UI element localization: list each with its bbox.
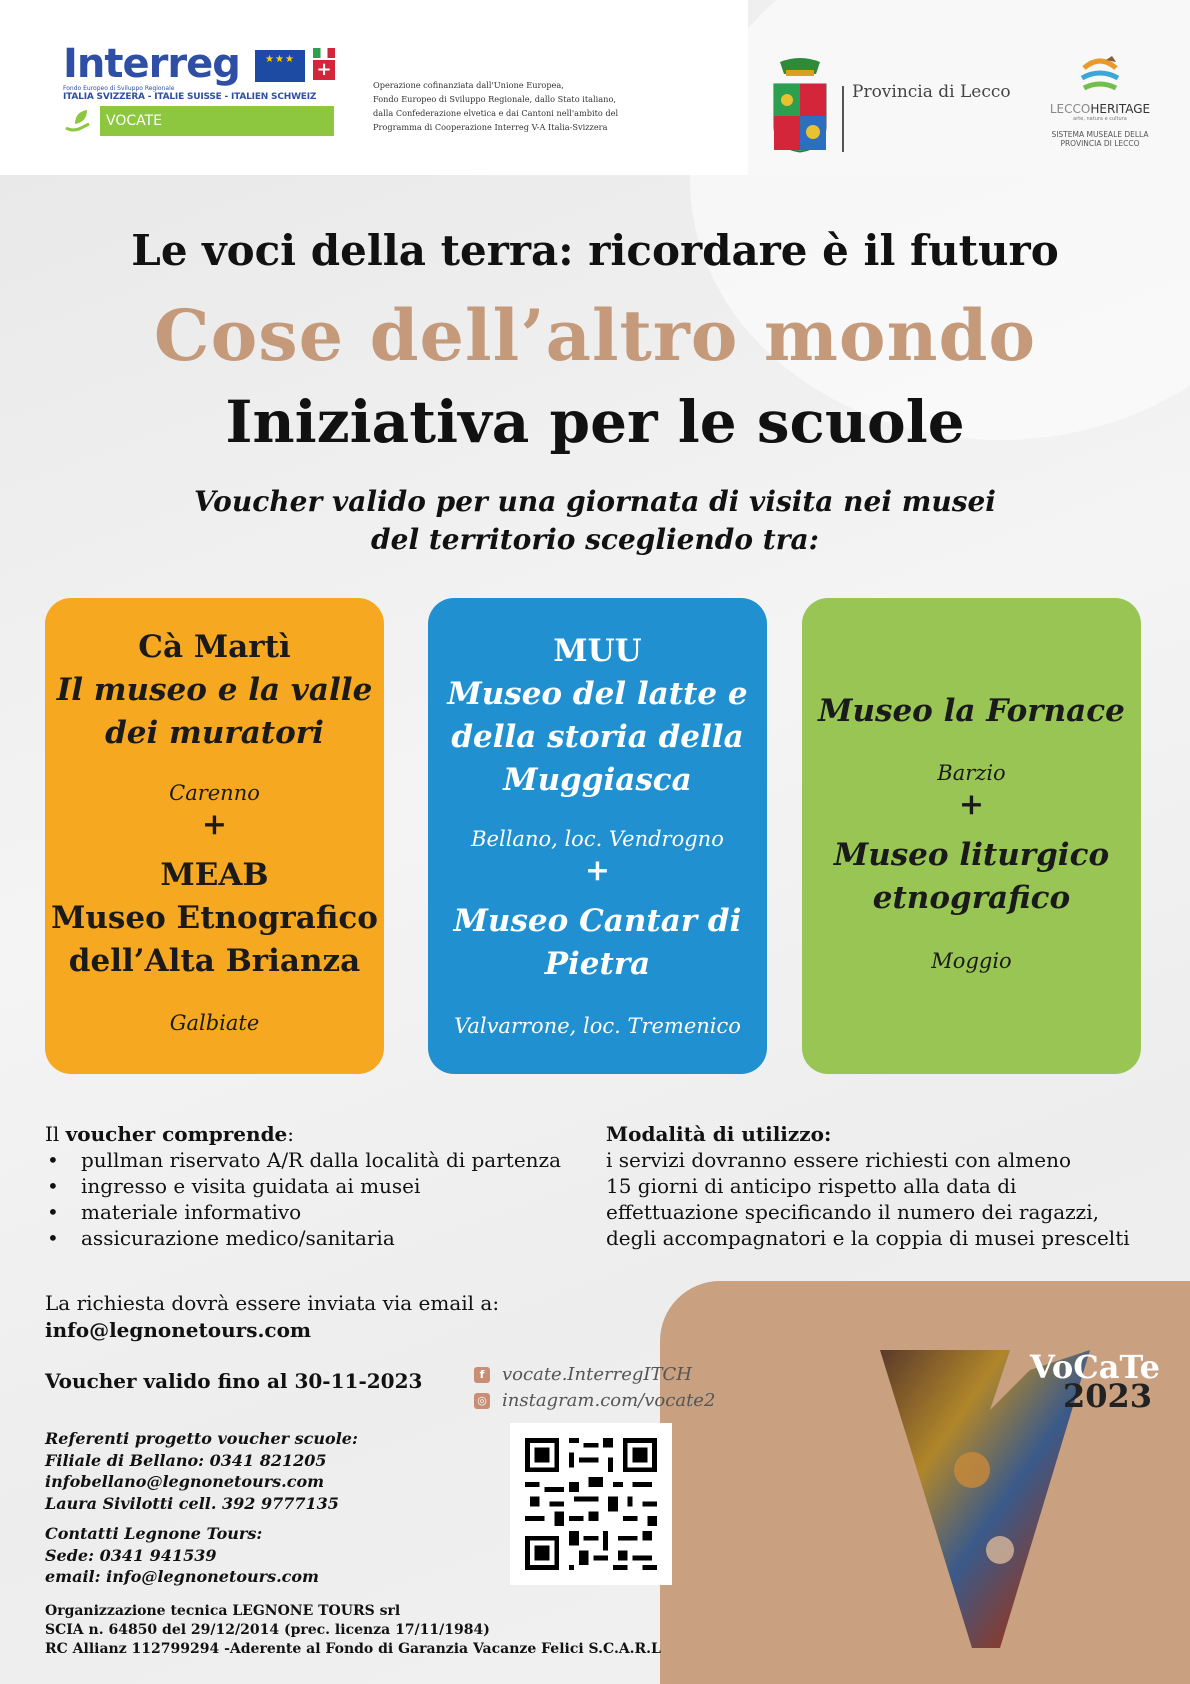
museum-name: Pietra [544, 946, 651, 982]
museum-name: Museo del latte e [447, 676, 748, 712]
lecco-heritage-system: SISTEMA MUSEALE DELLA PROVINCIA DI LECCO [1051, 130, 1149, 148]
facebook-link[interactable]: f vocate.InterregITCH [474, 1362, 715, 1388]
vocate-brand-name: VoCaTe [1030, 1348, 1160, 1386]
voucher-includes [45, 1121, 605, 1251]
header [0, 0, 748, 175]
vocate-v-photo-collage [880, 1350, 1090, 1650]
includes-list [45, 1147, 605, 1251]
list-item: • pullman riservato A/R dalla località di partenza [45, 1147, 605, 1173]
museum-location: Bellano, loc. Vendrogno [471, 827, 724, 851]
plus-sign: + [201, 807, 228, 842]
instagram-icon: ◎ [474, 1393, 490, 1409]
museum-name: Il museo e la valle [56, 672, 373, 708]
interreg-subtitle: Fondo Europeo di Sviluppo Regionale [63, 85, 175, 92]
museum-name: Museo Etnografico [51, 900, 378, 936]
museum-name: Cà Martì [138, 629, 291, 665]
list-item: • assicurazione medico/sanitaria [45, 1225, 605, 1251]
qr-code[interactable] [510, 1423, 672, 1585]
lecco-heritage-logo [1030, 54, 1170, 148]
museum-location: Carenno [169, 781, 260, 805]
museum-name: Museo Cantar di [453, 903, 742, 939]
social-links [474, 1362, 715, 1414]
museum-name: MEAB [160, 857, 269, 893]
interreg-logo [63, 41, 338, 129]
list-item: • materiale informativo [45, 1199, 605, 1225]
interreg-program: ITALIA SVIZZERA - ITALIE SUISSE - ITALIEN SCHWEIZ [63, 92, 317, 102]
hand-leaf-icon [63, 106, 93, 136]
lecco-heritage-name-b: HERITAGE [1090, 102, 1151, 116]
vocate-project-label: VOCATE [100, 106, 334, 136]
headline-voci: Le voci della terra: ricordare è il futuro [131, 226, 1059, 275]
lecco-heritage-name-a: LECCO [1049, 102, 1091, 116]
referent-email-link[interactable]: infobellano@legnonetours.com [45, 1472, 325, 1491]
museum-name: Muggiasca [503, 762, 692, 798]
provincia-lecco-crest-icon [770, 56, 830, 154]
headline-cose: Cose dell’altro mondo [153, 294, 1037, 377]
headline-iniziativa: Iniziativa per le scuole [225, 388, 965, 456]
museum-location: Moggio [931, 949, 1012, 973]
card-muu-cantar [428, 598, 767, 1074]
usage-title: Modalità di utilizzo: [606, 1122, 832, 1146]
contacts: Contatti Legnone Tours: Sede: 0341 941539 email: info@legnonetours.com [45, 1524, 319, 1586]
contact-email-link[interactable]: email: info@legnonetours.com [45, 1567, 319, 1586]
instagram-link[interactable]: ◎ instagram.com/vocate2 [474, 1388, 715, 1414]
valid-until: Voucher valido fino al 30-11-2023 [45, 1369, 423, 1393]
cofinance-text: Operazione cofinanziata dall'Unione Europea, Fondo Europeo di Sviluppo Regionale, dallo Stato italiano, dalla Confederazione elvetica e dai Cantoni nell'ambito del Programma di Cooperazione Interreg V-A Italia-Svizzera [373, 80, 619, 132]
lecco-heritage-icon [1076, 54, 1124, 100]
email-request [45, 1290, 499, 1344]
plus-sign: + [958, 787, 985, 822]
request-email-link[interactable]: info@legnonetours.com [45, 1318, 312, 1342]
referents: Referenti progetto voucher scuole: Filiale di Bellano: 0341 821205 infobellano@legnonetours.com Laura Sivilotti cell. 392 9777135 [45, 1429, 358, 1513]
museum-name: della storia della [451, 719, 744, 755]
includes-intro: Il voucher comprende: [45, 1122, 295, 1146]
facebook-icon: f [474, 1367, 490, 1383]
museum-name: Museo la Fornace [818, 693, 1125, 729]
usage-line: effettuazione specificando il numero dei ragazzi, [606, 1200, 1099, 1224]
list-item: • ingresso e visita guidata ai musei [45, 1173, 605, 1199]
museum-name: dell’Alta Brianza [68, 943, 361, 979]
email-request-line: La richiesta dovrà essere inviata via email a: [45, 1291, 500, 1315]
museum-location: Barzio [937, 761, 1006, 785]
museum-location: Galbiate [169, 1011, 260, 1035]
organization-info: Organizzazione tecnica LEGNONE TOURS srl SCIA n. 64850 del 29/12/2014 (prec. licenza 17/11/1984) RC Allianz 112799294 -Aderente al Fondo di Garanzia Vacanze Felici S.C.A.R.L [45, 1603, 661, 1657]
plus-sign: + [584, 853, 611, 888]
interreg-wordmark: Interreg [63, 41, 240, 87]
museum-name: MUU [553, 633, 642, 669]
museum-name: dei muratori [105, 715, 324, 751]
italy-switzerland-flags-icon: + [313, 48, 335, 80]
usage-conditions [606, 1121, 1166, 1251]
card-ca-marti-meab [45, 598, 384, 1074]
usage-line: i servizi dovranno essere richiesti con almeno [606, 1148, 1071, 1172]
museum-location: Valvarrone, loc. Tremenico [454, 1014, 741, 1038]
voucher-intro: Voucher valido per una giornata di visita nei musei del territorio scegliendo tra: [194, 485, 996, 556]
museum-name: etnografico [872, 880, 1071, 916]
card-fornace-liturgico [802, 598, 1141, 1074]
eu-flag-icon: ★★★ [255, 50, 305, 82]
vocate-brand-year: 2023 [1063, 1377, 1153, 1415]
provincia-lecco-name: Provincia di Lecco [852, 82, 1011, 102]
lecco-heritage-tagline: arte, natura e cultura [1073, 116, 1127, 122]
usage-line: 15 giorni di anticipo rispetto alla data di [606, 1174, 1017, 1198]
usage-line: degli accompagnatori e la coppia di musei prescelti [606, 1226, 1130, 1250]
museum-name: Museo liturgico [833, 837, 1110, 873]
separator [842, 86, 844, 152]
